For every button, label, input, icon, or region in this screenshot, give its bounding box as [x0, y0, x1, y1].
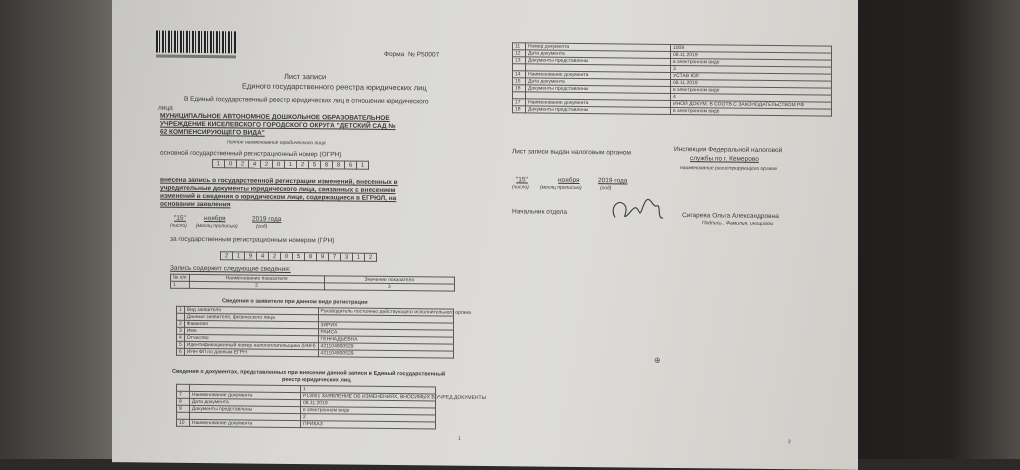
table-row: 1 — [177, 384, 436, 394]
table-row: 3 — [513, 64, 832, 74]
org-name-1: МУНИЦИПАЛЬНОЕ АВТОНОМНОЕ ДОШКОЛЬНОЕ ОБРАЗОВАТЕЛЬНОЕ — [160, 112, 390, 123]
barcode — [156, 31, 236, 54]
right-date-month: ноября — [558, 176, 580, 184]
digit-cell: 2 — [221, 252, 233, 260]
right-date-year: 2019 года — [598, 177, 628, 185]
digit-cell: 1 — [233, 252, 245, 260]
table-row: 2 Фамилия ЗИРИХ — [177, 320, 454, 330]
form-label: Форма — [384, 50, 405, 59]
table-row: 16 Документы представлены в электронном виде — [513, 85, 832, 95]
entry-line-3: изменений в сведения о юридическом лице, содержащиеся в ЕГРЮЛ, на — [160, 192, 397, 203]
table-row: 11 Номер документа 1009 — [513, 43, 832, 53]
entry-line-2: учредительные документы юридического лица, связанных с внесением — [160, 184, 396, 195]
digit-cell: 2 — [269, 252, 281, 260]
digit-cell: 0 — [281, 252, 293, 260]
table-row: 15 Дата документа 08.11.2019 — [513, 78, 832, 88]
contains-label: Запись содержит следующие сведения: — [170, 264, 291, 273]
digit-cell: 1 — [213, 160, 225, 168]
table-row: 5 Идентификационный номер налогоплательщика (ИНН) 421104800529 — [177, 341, 454, 351]
grn-label: за государственным регистрационным номером (ГРН) — [170, 235, 335, 245]
contains-table: № п/п Наименование показателя Значение показателя 1 2 3 — [170, 274, 455, 292]
digit-cell: 8 — [305, 253, 317, 261]
digit-cell: 0 — [273, 160, 285, 168]
digit-cell: 2 — [261, 160, 273, 168]
table-row: Данные заявителя, физического лица — [177, 313, 454, 323]
table-row: 6 ИНН ФЛ по данным ЕГРН 421104800529 — [177, 348, 454, 358]
intro-line: В Единый государственный реестр юридических лиц в отношении юридического — [184, 95, 429, 106]
head-caption: Подпись , Фамилия, инициалы — [702, 220, 774, 228]
date-caption-day: (число) — [170, 222, 187, 229]
date-year: 2019 года — [252, 215, 282, 223]
monitor-bezel-right — [850, 0, 1020, 459]
right-documents-table — [512, 42, 832, 116]
org-name-caption: полное наименование юридического лица — [227, 139, 326, 147]
table-row: 13 Документы представлены в электронном виде — [513, 57, 832, 67]
digit-cell: 2 — [365, 253, 377, 261]
date-caption-month: (месяц прописью) — [196, 222, 238, 230]
digit-cell: 1 — [285, 160, 297, 168]
docs-title-2: реестр юридических лиц — [282, 376, 351, 384]
table-row: 9 Документы представлены в электронном виде — [177, 405, 436, 415]
date-day: "15" — [174, 214, 186, 222]
right-date-caption-month: (месяц прописью) — [540, 184, 582, 192]
issued-org-2: службы по г. Кемерово — [690, 155, 759, 163]
entry-line-1: внесена запись о государственной регистрации изменений, внесенных в — [160, 176, 398, 187]
doc-subtitle: Единого государственного реестра юридических лиц — [242, 81, 427, 93]
issued-label: Лист записи выдан налоговым органом — [512, 148, 631, 157]
digit-cell: 5 — [309, 161, 321, 169]
head-label: Начальник отдела — [512, 208, 568, 216]
grn-cells — [220, 251, 377, 262]
docs-title-1: Сведения о документах, представленных при внесении данной записи в Единый государственный — [172, 368, 446, 378]
signature — [607, 193, 667, 228]
monitor-bezel-left — [0, 0, 120, 459]
applicant-table — [176, 306, 471, 359]
org-name-2: УЧРЕЖДЕНИЕ КИСЕЛЕВСКОГО ГОРОДСКОГО ОКРУГА "ДЕТСКИЙ САД № — [160, 120, 396, 131]
magnifier-icon: ⊕ — [654, 355, 661, 365]
digit-cell: 1 — [357, 161, 369, 169]
ogrn-cells — [212, 159, 369, 170]
digit-cell: 2 — [297, 161, 309, 169]
intro-line-2: лица — [158, 104, 173, 112]
table-row: 10 Наименование документа ПРИКАЗ — [177, 419, 436, 429]
table-row: 18 Документы представлены в электронном виде — [513, 106, 832, 116]
digit-cell: 5 — [293, 252, 305, 260]
digit-cell: 0 — [225, 160, 237, 168]
digit-cell: 4 — [257, 252, 269, 260]
table-row: 4 — [513, 92, 832, 102]
issued-caption: наименование регистрирующего органа — [680, 165, 777, 173]
table-row: 4 Отчество ГЕННАДЬЕВНА — [177, 334, 454, 344]
digit-cell: 8 — [333, 161, 345, 169]
right-date-day: "15" — [516, 176, 528, 184]
issued-org-1: Инспекция Федеральной налоговой — [674, 145, 783, 155]
digit-cell: 9 — [245, 252, 257, 260]
digit-cell: 7 — [329, 253, 341, 261]
entry-line-4: основании заявления — [160, 200, 231, 209]
date-caption-year: (год) — [256, 223, 268, 230]
right-date-caption-day: (число) — [512, 184, 529, 191]
right-page-number: 2 — [788, 439, 791, 446]
date-month: ноября — [204, 215, 226, 223]
ogrn-label: основной государственный регистрационный номер (ОГРН) — [160, 149, 342, 159]
table-row: 1 Вид заявителя Руководитель постоянно действующего исполнительного органа — [177, 306, 454, 316]
digit-cell: 2 — [237, 160, 249, 168]
table-row: 8 Дата документа 08.11.2019 — [177, 398, 436, 408]
table-row: 2 — [177, 412, 436, 422]
documents-table — [176, 384, 487, 430]
table-row: 3 Имя РАИСА — [177, 327, 454, 337]
org-name-3: 62 КОМПЕНСИРУЮЩЕГО ВИДА" — [160, 128, 265, 137]
table-row: 14 Наименование документа УСТАВ ЮЛ — [513, 71, 832, 81]
digit-cell: 4 — [249, 160, 261, 168]
table-row: 17 Наименование документа ИНОЙ ДОКУМ. В СООТВ.С ЗАКОНОДАТЕЛЬСТВОМ РФ — [513, 99, 832, 109]
head-name: Сигарева Ольга Александровна — [682, 212, 779, 221]
form-number: № Р50007 — [408, 51, 440, 59]
digit-cell: 1 — [353, 253, 365, 261]
digit-cell: 8 — [321, 161, 333, 169]
digit-cell: 9 — [317, 253, 329, 261]
right-date-caption-year: (год) — [600, 185, 612, 192]
table-row: 12 Дата документа 08.11.2019 — [513, 50, 832, 60]
table-row: 7 Наименование документа Р13001 ЗАЯВЛЕНИЕ ОБ ИЗМЕНЕНИЯХ, ВНОСИМЫХ В УЧРЕД.ДОКУМЕНТЫ — [177, 391, 436, 401]
page-number: 1 — [458, 435, 461, 442]
doc-title: Лист записи — [284, 71, 327, 82]
digit-cell: 6 — [345, 161, 357, 169]
digit-cell: 3 — [341, 253, 353, 261]
applicant-title: Сведения о заявителе при данном виде регистрации — [222, 298, 368, 306]
document-page — [112, 0, 858, 470]
